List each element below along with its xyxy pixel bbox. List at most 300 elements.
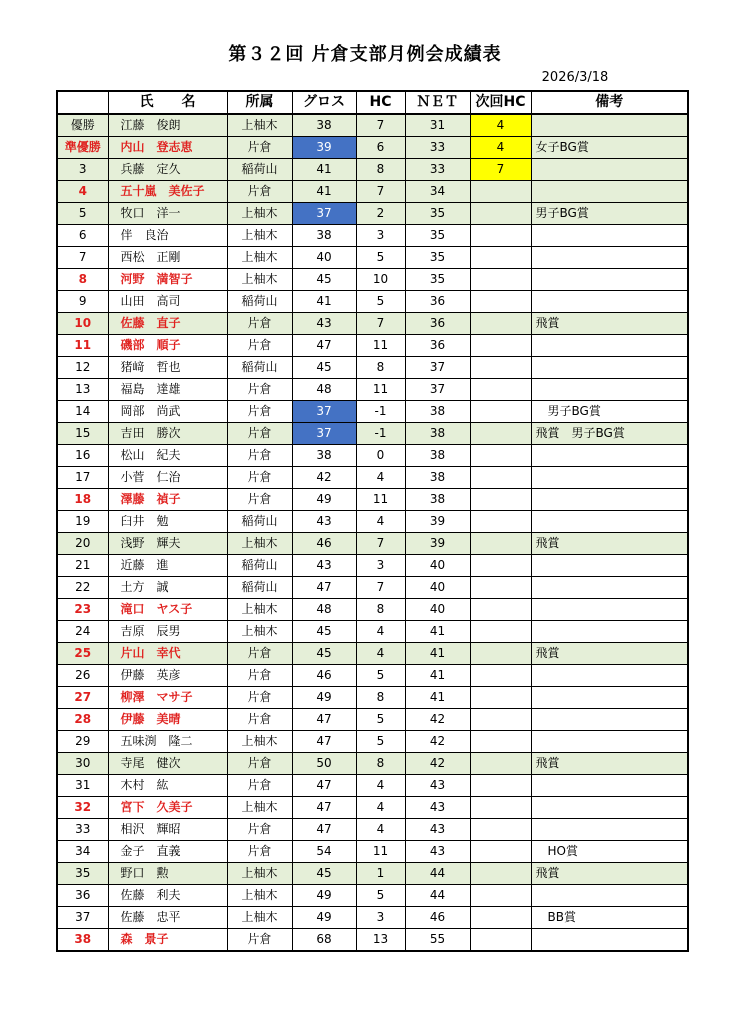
gross-cell: 54 (292, 841, 356, 863)
name-cell: 伴 良治 (108, 225, 227, 247)
name-cell: 柳澤 マサ子 (108, 687, 227, 709)
table-row (57, 159, 688, 181)
name-cell: 小菅 仁治 (108, 467, 227, 489)
next-hc-cell (470, 907, 531, 929)
gross-cell: 47 (292, 819, 356, 841)
note-cell (531, 335, 688, 357)
rank-cell: 20 (57, 533, 108, 555)
name-cell: 土方 誠 (108, 577, 227, 599)
name-cell: 松山 紀夫 (108, 445, 227, 467)
affiliation-cell: 上柚木 (227, 114, 292, 137)
note-cell (531, 247, 688, 269)
name-cell: 伊藤 美晴 (108, 709, 227, 731)
header-net: ＮＥＴ (405, 91, 470, 114)
next-hc-cell (470, 643, 531, 665)
gross-cell: 43 (292, 511, 356, 533)
net-cell: 39 (405, 511, 470, 533)
next-hc-cell (470, 291, 531, 313)
next-hc-cell: 7 (470, 159, 531, 181)
net-cell: 44 (405, 863, 470, 885)
net-cell: 41 (405, 687, 470, 709)
name-cell: 臼井 勉 (108, 511, 227, 533)
name-cell: 滝口 ヤス子 (108, 599, 227, 621)
affiliation-cell: 上柚木 (227, 247, 292, 269)
gross-cell: 37 (292, 423, 356, 445)
name-cell: 浅野 輝夫 (108, 533, 227, 555)
table-row (57, 709, 688, 731)
table-row (57, 247, 688, 269)
name-cell: 寺尾 健次 (108, 753, 227, 775)
note-cell (531, 687, 688, 709)
name-cell: 福島 達雄 (108, 379, 227, 401)
name-cell: 内山 登志恵 (108, 137, 227, 159)
net-cell: 37 (405, 379, 470, 401)
hc-cell: 11 (356, 841, 405, 863)
net-cell: 34 (405, 181, 470, 203)
note-cell (531, 731, 688, 753)
net-cell: 37 (405, 357, 470, 379)
affiliation-cell: 上柚木 (227, 269, 292, 291)
gross-cell: 47 (292, 731, 356, 753)
next-hc-cell (470, 401, 531, 423)
gross-cell: 45 (292, 357, 356, 379)
hc-cell: 3 (356, 907, 405, 929)
hc-cell: 4 (356, 775, 405, 797)
gross-cell: 38 (292, 225, 356, 247)
gross-cell: 45 (292, 621, 356, 643)
gross-cell: 49 (292, 687, 356, 709)
note-cell (531, 445, 688, 467)
hc-cell: 10 (356, 269, 405, 291)
next-hc-cell (470, 379, 531, 401)
net-cell: 43 (405, 841, 470, 863)
net-cell: 33 (405, 159, 470, 181)
gross-cell: 41 (292, 159, 356, 181)
table-row (57, 445, 688, 467)
affiliation-cell: 稲荷山 (227, 511, 292, 533)
next-hc-cell (470, 797, 531, 819)
name-cell: 野口 勲 (108, 863, 227, 885)
rank-cell: 12 (57, 357, 108, 379)
name-cell: 佐藤 直子 (108, 313, 227, 335)
note-cell (531, 665, 688, 687)
gross-cell: 50 (292, 753, 356, 775)
table-row (57, 643, 688, 665)
next-hc-cell (470, 203, 531, 225)
gross-cell: 45 (292, 863, 356, 885)
next-hc-cell (470, 577, 531, 599)
next-hc-cell (470, 929, 531, 952)
net-cell: 38 (405, 423, 470, 445)
affiliation-cell: 片倉 (227, 753, 292, 775)
note-cell: 飛賞 (531, 313, 688, 335)
affiliation-cell: 片倉 (227, 775, 292, 797)
net-cell: 38 (405, 445, 470, 467)
net-cell: 39 (405, 533, 470, 555)
affiliation-cell: 片倉 (227, 929, 292, 952)
name-cell: 五味渕 隆二 (108, 731, 227, 753)
table-row (57, 577, 688, 599)
gross-cell: 49 (292, 885, 356, 907)
note-cell (531, 797, 688, 819)
next-hc-cell (470, 511, 531, 533)
note-cell (531, 775, 688, 797)
header-rank (57, 91, 108, 114)
hc-cell: 6 (356, 137, 405, 159)
rank-cell: 37 (57, 907, 108, 929)
next-hc-cell (470, 731, 531, 753)
hc-cell: 13 (356, 929, 405, 952)
affiliation-cell: 片倉 (227, 709, 292, 731)
name-cell: 五十嵐 美佐子 (108, 181, 227, 203)
next-hc-cell (470, 269, 531, 291)
rank-cell: 24 (57, 621, 108, 643)
note-cell: 飛賞 (531, 753, 688, 775)
gross-cell: 37 (292, 401, 356, 423)
net-cell: 35 (405, 269, 470, 291)
table-row (57, 841, 688, 863)
next-hc-cell (470, 181, 531, 203)
net-cell: 40 (405, 577, 470, 599)
rank-cell: 13 (57, 379, 108, 401)
next-hc-cell (470, 313, 531, 335)
rank-cell: 17 (57, 467, 108, 489)
hc-cell: 4 (356, 643, 405, 665)
gross-cell: 45 (292, 643, 356, 665)
hc-cell: -1 (356, 401, 405, 423)
net-cell: 40 (405, 555, 470, 577)
note-cell: 飛賞 (531, 643, 688, 665)
note-cell (531, 181, 688, 203)
hc-cell: 7 (356, 181, 405, 203)
gross-cell: 46 (292, 665, 356, 687)
rank-cell: 34 (57, 841, 108, 863)
note-cell: 飛賞 (531, 863, 688, 885)
next-hc-cell (470, 753, 531, 775)
next-hc-cell (470, 621, 531, 643)
name-cell: 山田 高司 (108, 291, 227, 313)
hc-cell: 8 (356, 599, 405, 621)
net-cell: 41 (405, 621, 470, 643)
name-cell: 吉原 辰男 (108, 621, 227, 643)
next-hc-cell (470, 599, 531, 621)
note-cell (531, 114, 688, 137)
next-hc-cell (470, 533, 531, 555)
affiliation-cell: 上柚木 (227, 797, 292, 819)
hc-cell: 3 (356, 555, 405, 577)
net-cell: 38 (405, 401, 470, 423)
gross-cell: 68 (292, 929, 356, 952)
affiliation-cell: 片倉 (227, 819, 292, 841)
name-cell: 磯部 順子 (108, 335, 227, 357)
hc-cell: 0 (356, 445, 405, 467)
name-cell: 吉田 勝次 (108, 423, 227, 445)
gross-cell: 41 (292, 291, 356, 313)
hc-cell: 4 (356, 819, 405, 841)
gross-cell: 38 (292, 445, 356, 467)
rank-cell: 10 (57, 313, 108, 335)
next-hc-cell: 4 (470, 137, 531, 159)
next-hc-cell (470, 357, 531, 379)
affiliation-cell: 片倉 (227, 643, 292, 665)
rank-cell: 30 (57, 753, 108, 775)
net-cell: 36 (405, 291, 470, 313)
net-cell: 35 (405, 225, 470, 247)
name-cell: 相沢 輝昭 (108, 819, 227, 841)
name-cell: 河野 満智子 (108, 269, 227, 291)
rank-cell: 6 (57, 225, 108, 247)
note-cell (531, 379, 688, 401)
rank-cell: 11 (57, 335, 108, 357)
hc-cell: 2 (356, 203, 405, 225)
affiliation-cell: 片倉 (227, 687, 292, 709)
name-cell: 宮下 久美子 (108, 797, 227, 819)
note-cell (531, 159, 688, 181)
gross-cell: 42 (292, 467, 356, 489)
rank-cell: 27 (57, 687, 108, 709)
net-cell: 43 (405, 775, 470, 797)
hc-cell: 7 (356, 577, 405, 599)
gross-cell: 47 (292, 577, 356, 599)
table-row (57, 269, 688, 291)
note-cell (531, 467, 688, 489)
next-hc-cell (470, 247, 531, 269)
next-hc-cell (470, 885, 531, 907)
net-cell: 36 (405, 335, 470, 357)
rank-cell: 8 (57, 269, 108, 291)
hc-cell: 5 (356, 247, 405, 269)
results-body (57, 114, 688, 951)
table-row (57, 357, 688, 379)
table-row (57, 489, 688, 511)
net-cell: 40 (405, 599, 470, 621)
net-cell: 42 (405, 753, 470, 775)
net-cell: 43 (405, 797, 470, 819)
rank-cell: 25 (57, 643, 108, 665)
affiliation-cell: 片倉 (227, 401, 292, 423)
next-hc-cell (470, 335, 531, 357)
affiliation-cell: 片倉 (227, 467, 292, 489)
hc-cell: 8 (356, 753, 405, 775)
rank-cell: 22 (57, 577, 108, 599)
note-cell (531, 819, 688, 841)
table-row (57, 907, 688, 929)
rank-cell: 5 (57, 203, 108, 225)
gross-cell: 46 (292, 533, 356, 555)
net-cell: 41 (405, 643, 470, 665)
header-row (57, 91, 688, 114)
gross-cell: 49 (292, 489, 356, 511)
name-cell: 岡部 尚武 (108, 401, 227, 423)
name-cell: 片山 幸代 (108, 643, 227, 665)
next-hc-cell (470, 775, 531, 797)
affiliation-cell: 上柚木 (227, 863, 292, 885)
hc-cell: 11 (356, 489, 405, 511)
table-row (57, 599, 688, 621)
table-row (57, 313, 688, 335)
rank-cell: 9 (57, 291, 108, 313)
rank-cell: 18 (57, 489, 108, 511)
affiliation-cell: 稲荷山 (227, 291, 292, 313)
affiliation-cell: 上柚木 (227, 599, 292, 621)
net-cell: 41 (405, 665, 470, 687)
rank-cell: 35 (57, 863, 108, 885)
note-cell (531, 291, 688, 313)
table-row (57, 137, 688, 159)
affiliation-cell: 上柚木 (227, 885, 292, 907)
table-row (57, 401, 688, 423)
next-hc-cell (470, 841, 531, 863)
table-row (57, 379, 688, 401)
note-cell (531, 511, 688, 533)
rank-cell: 23 (57, 599, 108, 621)
name-cell: 金子 直義 (108, 841, 227, 863)
affiliation-cell: 片倉 (227, 335, 292, 357)
header-note: 備考 (531, 91, 688, 114)
hc-cell: 11 (356, 379, 405, 401)
name-cell: 江藤 俊朗 (108, 114, 227, 137)
table-row (57, 731, 688, 753)
header-affiliation: 所属 (227, 91, 292, 114)
net-cell: 38 (405, 489, 470, 511)
affiliation-cell: 上柚木 (227, 907, 292, 929)
table-row (57, 114, 688, 137)
hc-cell: 5 (356, 731, 405, 753)
net-cell: 42 (405, 709, 470, 731)
rank-cell: 14 (57, 401, 108, 423)
hc-cell: 8 (356, 159, 405, 181)
next-hc-cell (470, 819, 531, 841)
affiliation-cell: 上柚木 (227, 731, 292, 753)
net-cell: 43 (405, 819, 470, 841)
affiliation-cell: 片倉 (227, 665, 292, 687)
table-row (57, 335, 688, 357)
net-cell: 46 (405, 907, 470, 929)
rank-cell: 36 (57, 885, 108, 907)
affiliation-cell: 上柚木 (227, 203, 292, 225)
results-table (56, 90, 689, 952)
gross-cell: 37 (292, 203, 356, 225)
gross-cell: 39 (292, 137, 356, 159)
note-cell (531, 577, 688, 599)
gross-cell: 43 (292, 313, 356, 335)
rank-cell: 21 (57, 555, 108, 577)
note-cell: 飛賞 (531, 533, 688, 555)
table-row (57, 621, 688, 643)
name-cell: 猪﨑 哲也 (108, 357, 227, 379)
table-row (57, 797, 688, 819)
gross-cell: 48 (292, 379, 356, 401)
table-row (57, 775, 688, 797)
next-hc-cell (470, 445, 531, 467)
affiliation-cell: 片倉 (227, 313, 292, 335)
note-cell (531, 269, 688, 291)
header-hc: HC (356, 91, 405, 114)
next-hc-cell (470, 665, 531, 687)
hc-cell: 5 (356, 291, 405, 313)
rank-cell: 29 (57, 731, 108, 753)
affiliation-cell: 上柚木 (227, 225, 292, 247)
date-label: 2026/3/18 (541, 70, 609, 85)
note-cell (531, 357, 688, 379)
note-cell (531, 225, 688, 247)
affiliation-cell: 稲荷山 (227, 357, 292, 379)
hc-cell: 4 (356, 511, 405, 533)
rank-cell: 7 (57, 247, 108, 269)
hc-cell: 8 (356, 357, 405, 379)
gross-cell: 40 (292, 247, 356, 269)
rank-cell: 32 (57, 797, 108, 819)
rank-cell: 26 (57, 665, 108, 687)
table-row (57, 863, 688, 885)
hc-cell: 7 (356, 313, 405, 335)
table-row (57, 423, 688, 445)
note-cell (531, 555, 688, 577)
hc-cell: 4 (356, 797, 405, 819)
hc-cell: -1 (356, 423, 405, 445)
table-row (57, 225, 688, 247)
note-cell: 女子BG賞 (531, 137, 688, 159)
gross-cell: 43 (292, 555, 356, 577)
hc-cell: 3 (356, 225, 405, 247)
rank-cell: 16 (57, 445, 108, 467)
affiliation-cell: 稲荷山 (227, 159, 292, 181)
hc-cell: 7 (356, 114, 405, 137)
hc-cell: 4 (356, 467, 405, 489)
gross-cell: 47 (292, 797, 356, 819)
hc-cell: 4 (356, 621, 405, 643)
net-cell: 42 (405, 731, 470, 753)
header-gross: グロス (292, 91, 356, 114)
gross-cell: 47 (292, 335, 356, 357)
rank-cell: 4 (57, 181, 108, 203)
rank-cell: 3 (57, 159, 108, 181)
table-row (57, 511, 688, 533)
note-cell: BB賞 (531, 907, 688, 929)
page-title: 第３２回 片倉支部月例会成績表 (228, 44, 502, 65)
name-cell: 佐藤 忠平 (108, 907, 227, 929)
gross-cell: 41 (292, 181, 356, 203)
name-cell: 佐藤 利夫 (108, 885, 227, 907)
rank-cell: 38 (57, 929, 108, 952)
name-cell: 近藤 進 (108, 555, 227, 577)
hc-cell: 5 (356, 665, 405, 687)
table-row (57, 533, 688, 555)
next-hc-cell: 4 (470, 114, 531, 137)
gross-cell: 38 (292, 114, 356, 137)
net-cell: 31 (405, 114, 470, 137)
rank-cell: 31 (57, 775, 108, 797)
table-row (57, 885, 688, 907)
table-row (57, 467, 688, 489)
affiliation-cell: 片倉 (227, 379, 292, 401)
hc-cell: 7 (356, 533, 405, 555)
affiliation-cell: 稲荷山 (227, 577, 292, 599)
net-cell: 55 (405, 929, 470, 952)
hc-cell: 5 (356, 709, 405, 731)
net-cell: 38 (405, 467, 470, 489)
next-hc-cell (470, 863, 531, 885)
affiliation-cell: 片倉 (227, 423, 292, 445)
affiliation-cell: 片倉 (227, 137, 292, 159)
rank-cell: 28 (57, 709, 108, 731)
hc-cell: 11 (356, 335, 405, 357)
note-cell: 男子BG賞 (531, 401, 688, 423)
note-cell (531, 489, 688, 511)
table-row (57, 819, 688, 841)
table-row (57, 929, 688, 952)
affiliation-cell: 片倉 (227, 489, 292, 511)
